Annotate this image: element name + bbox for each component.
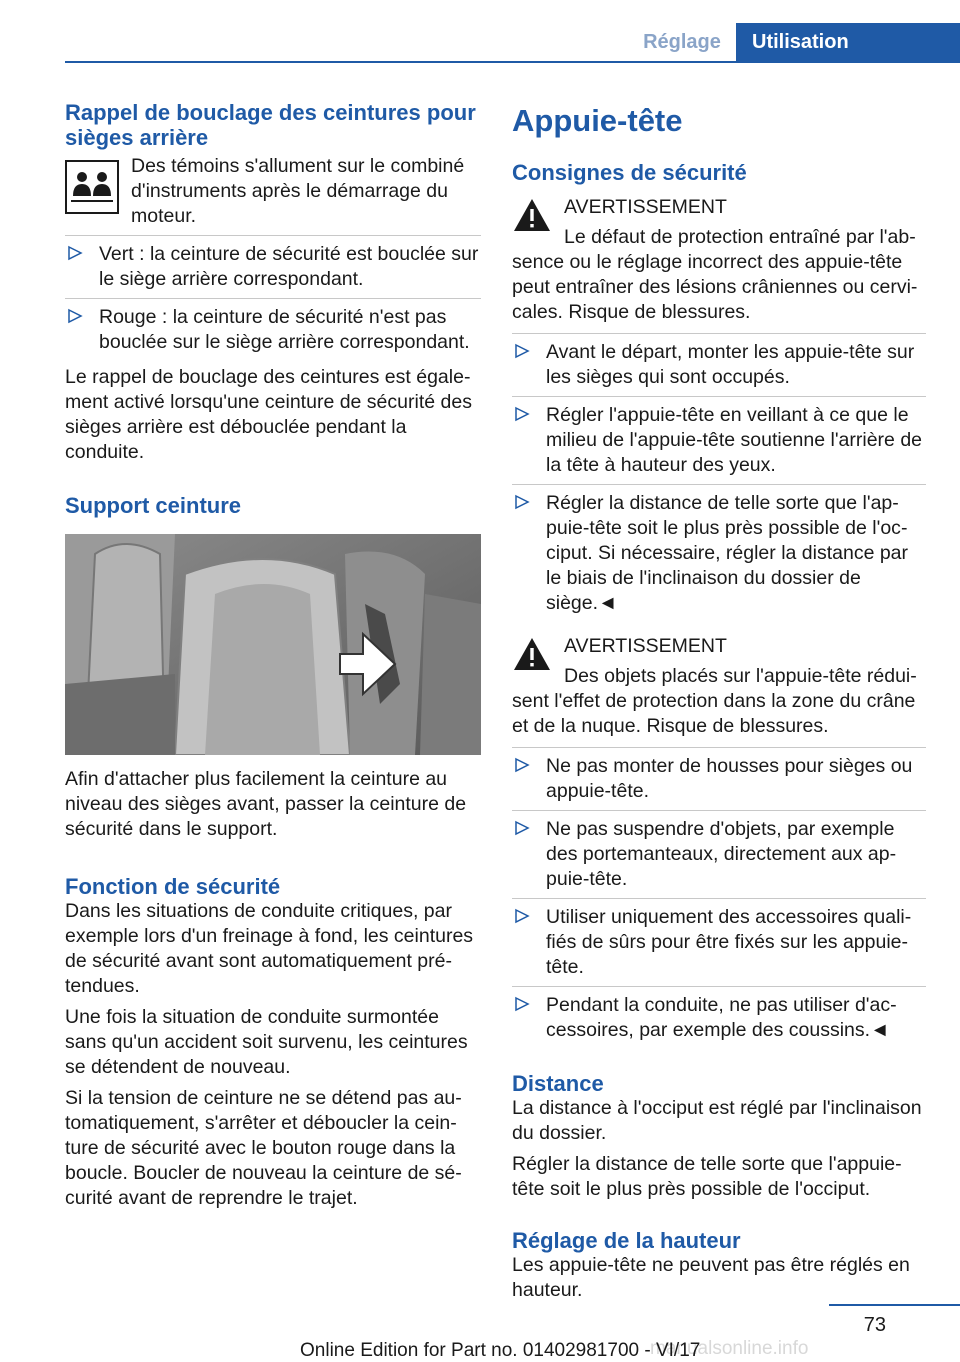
support-title: Support ceinture <box>65 493 242 518</box>
triangle-bullet-icon <box>67 245 83 261</box>
safety-paragraph-3: Si la tension de ceinture ne se détend pas automatiquement, s'arrêter et déboucler la ceinture de sécurité avec le bouton rouge dans la boucle. Boucler de nouveau la ceinture de sécurité avant de reprendre le trajet. <box>65 1087 462 1209</box>
left-column <box>65 100 481 1211</box>
safety-notes-title: Consignes de sécurité <box>512 160 747 185</box>
height-paragraph: Les appuie-tête ne peuvent pas être réglés en hauteur. <box>512 1254 910 1301</box>
tab-reglage[interactable]: Réglage <box>643 31 721 53</box>
footer-rule <box>829 1304 960 1306</box>
rear-belt-note: Le rappel de bouclage des ceintures est également activé lorsqu'une ceinture de sécurité des sièges arrière est débouclée pendant la conduite. <box>65 366 472 463</box>
list-item: Ne pas suspendre d'objets, par exemple des portemanteaux, directement aux appuie-tête. <box>512 810 926 898</box>
triangle-bullet-icon <box>514 908 530 924</box>
triangle-bullet-icon <box>514 996 530 1012</box>
distance-paragraph-2: Régler la distance de telle sorte que l'appuie-tête soit le plus près possible de l'occiput. <box>512 1153 902 1200</box>
header-rule <box>65 61 960 63</box>
tab-utilisation[interactable]: Utilisation <box>736 23 960 61</box>
triangle-bullet-icon <box>514 343 530 359</box>
chapter-title: Appuie-tête <box>512 103 683 138</box>
right-column <box>512 100 926 1303</box>
triangle-bullet-icon <box>514 406 530 422</box>
list-item: Rouge : la ceinture de sécurité n'est pas bouclée sur le siège arrière correspondant. <box>65 298 481 361</box>
warning-icon <box>512 636 552 672</box>
triangle-bullet-icon <box>514 820 530 836</box>
warning-1-text: Le défaut de protection entraîné par l'absence ou le réglage incorrect des appuie-tête peut entraîner des lésions crâniennes ou cervicales. Risque de blessures. <box>512 226 918 323</box>
rear-belt-intro-row <box>65 154 481 229</box>
triangle-bullet-icon <box>514 494 530 510</box>
warning-icon <box>512 197 552 233</box>
triangle-bullet-icon <box>67 308 83 324</box>
warning-1-list <box>512 333 926 622</box>
warning-2-list <box>512 747 926 1049</box>
triangle-bullet-icon <box>514 757 530 773</box>
list-item: Ne pas monter de housses pour sièges ou appuie-tête. <box>512 747 926 810</box>
list-item: Vert : la ceinture de sécurité est bouclée sur le siège arrière correspondant. <box>65 235 481 298</box>
support-text: Afin d'attacher plus facilement la ceinture au niveau des sièges avant, passer la ceinture de sécurité dans le support. <box>65 768 467 840</box>
warning-1-label: AVERTISSEMENT <box>564 196 727 218</box>
safety-paragraph-2: Une fois la situation de conduite surmontée sans qu'un accident soit survenu, les ceintures se détendent de nouveau. <box>65 1006 468 1078</box>
list-item: Pendant la conduite, ne pas utiliser d'accessoires, par exemple des coussins.◄ <box>512 986 926 1049</box>
warning-2-label: AVERTISSEMENT <box>564 635 727 657</box>
safety-paragraph-1: Dans les situations de conduite critiques, par exemple lors d'un freinage à fond, les ceintures de sécurité avant sont automatiquement prétendues. <box>65 900 474 997</box>
page-number: 73 <box>863 1314 886 1336</box>
distance-paragraph-1: La distance à l'occiput est réglé par l'inclinaison du dossier. <box>512 1097 922 1144</box>
rear-belt-list <box>65 235 481 361</box>
height-adjust-title: Réglage de la hauteur <box>512 1228 741 1253</box>
warning-2-text: Des objets placés sur l'appuie-tête réduisent l'effet de protection dans la zone du crâne et de la nuque. Risque de blessures. <box>512 665 917 737</box>
rear-seat-belt-icon <box>65 160 119 214</box>
distance-title: Distance <box>512 1071 604 1096</box>
list-item: Régler l'appuie-tête en veillant à ce que le milieu de l'appuie-tête soutienne l'arrière de la tête à hauteur des yeux. <box>512 396 926 484</box>
rear-belt-title: Rappel de bouclage des ceintures pour sièges arrière <box>65 100 476 150</box>
list-item: Utiliser uniquement des accessoires qualifiés de sûrs pour être fixés sur les appuie-tête. <box>512 898 926 986</box>
list-item: Régler la distance de telle sorte que l'appuie-tête soit le plus près possible de l'occiput. Si nécessaire, régler la distance par le biais de l'inclinaison du dossier de siège.◄ <box>512 484 926 622</box>
list-item: Avant le départ, monter les appuie-tête sur les sièges qui sont occupés. <box>512 333 926 396</box>
safety-function-title: Fonction de sécurité <box>65 874 281 899</box>
edition-line: Online Edition for Part no. 01402981700 - VI/17 <box>300 1340 701 1361</box>
watermark: manualsonline.info <box>650 1338 809 1359</box>
rear-belt-intro: Des témoins s'allument sur le combiné d'instruments après le démarrage du moteur. <box>131 155 465 227</box>
belt-support-photo <box>65 534 481 755</box>
